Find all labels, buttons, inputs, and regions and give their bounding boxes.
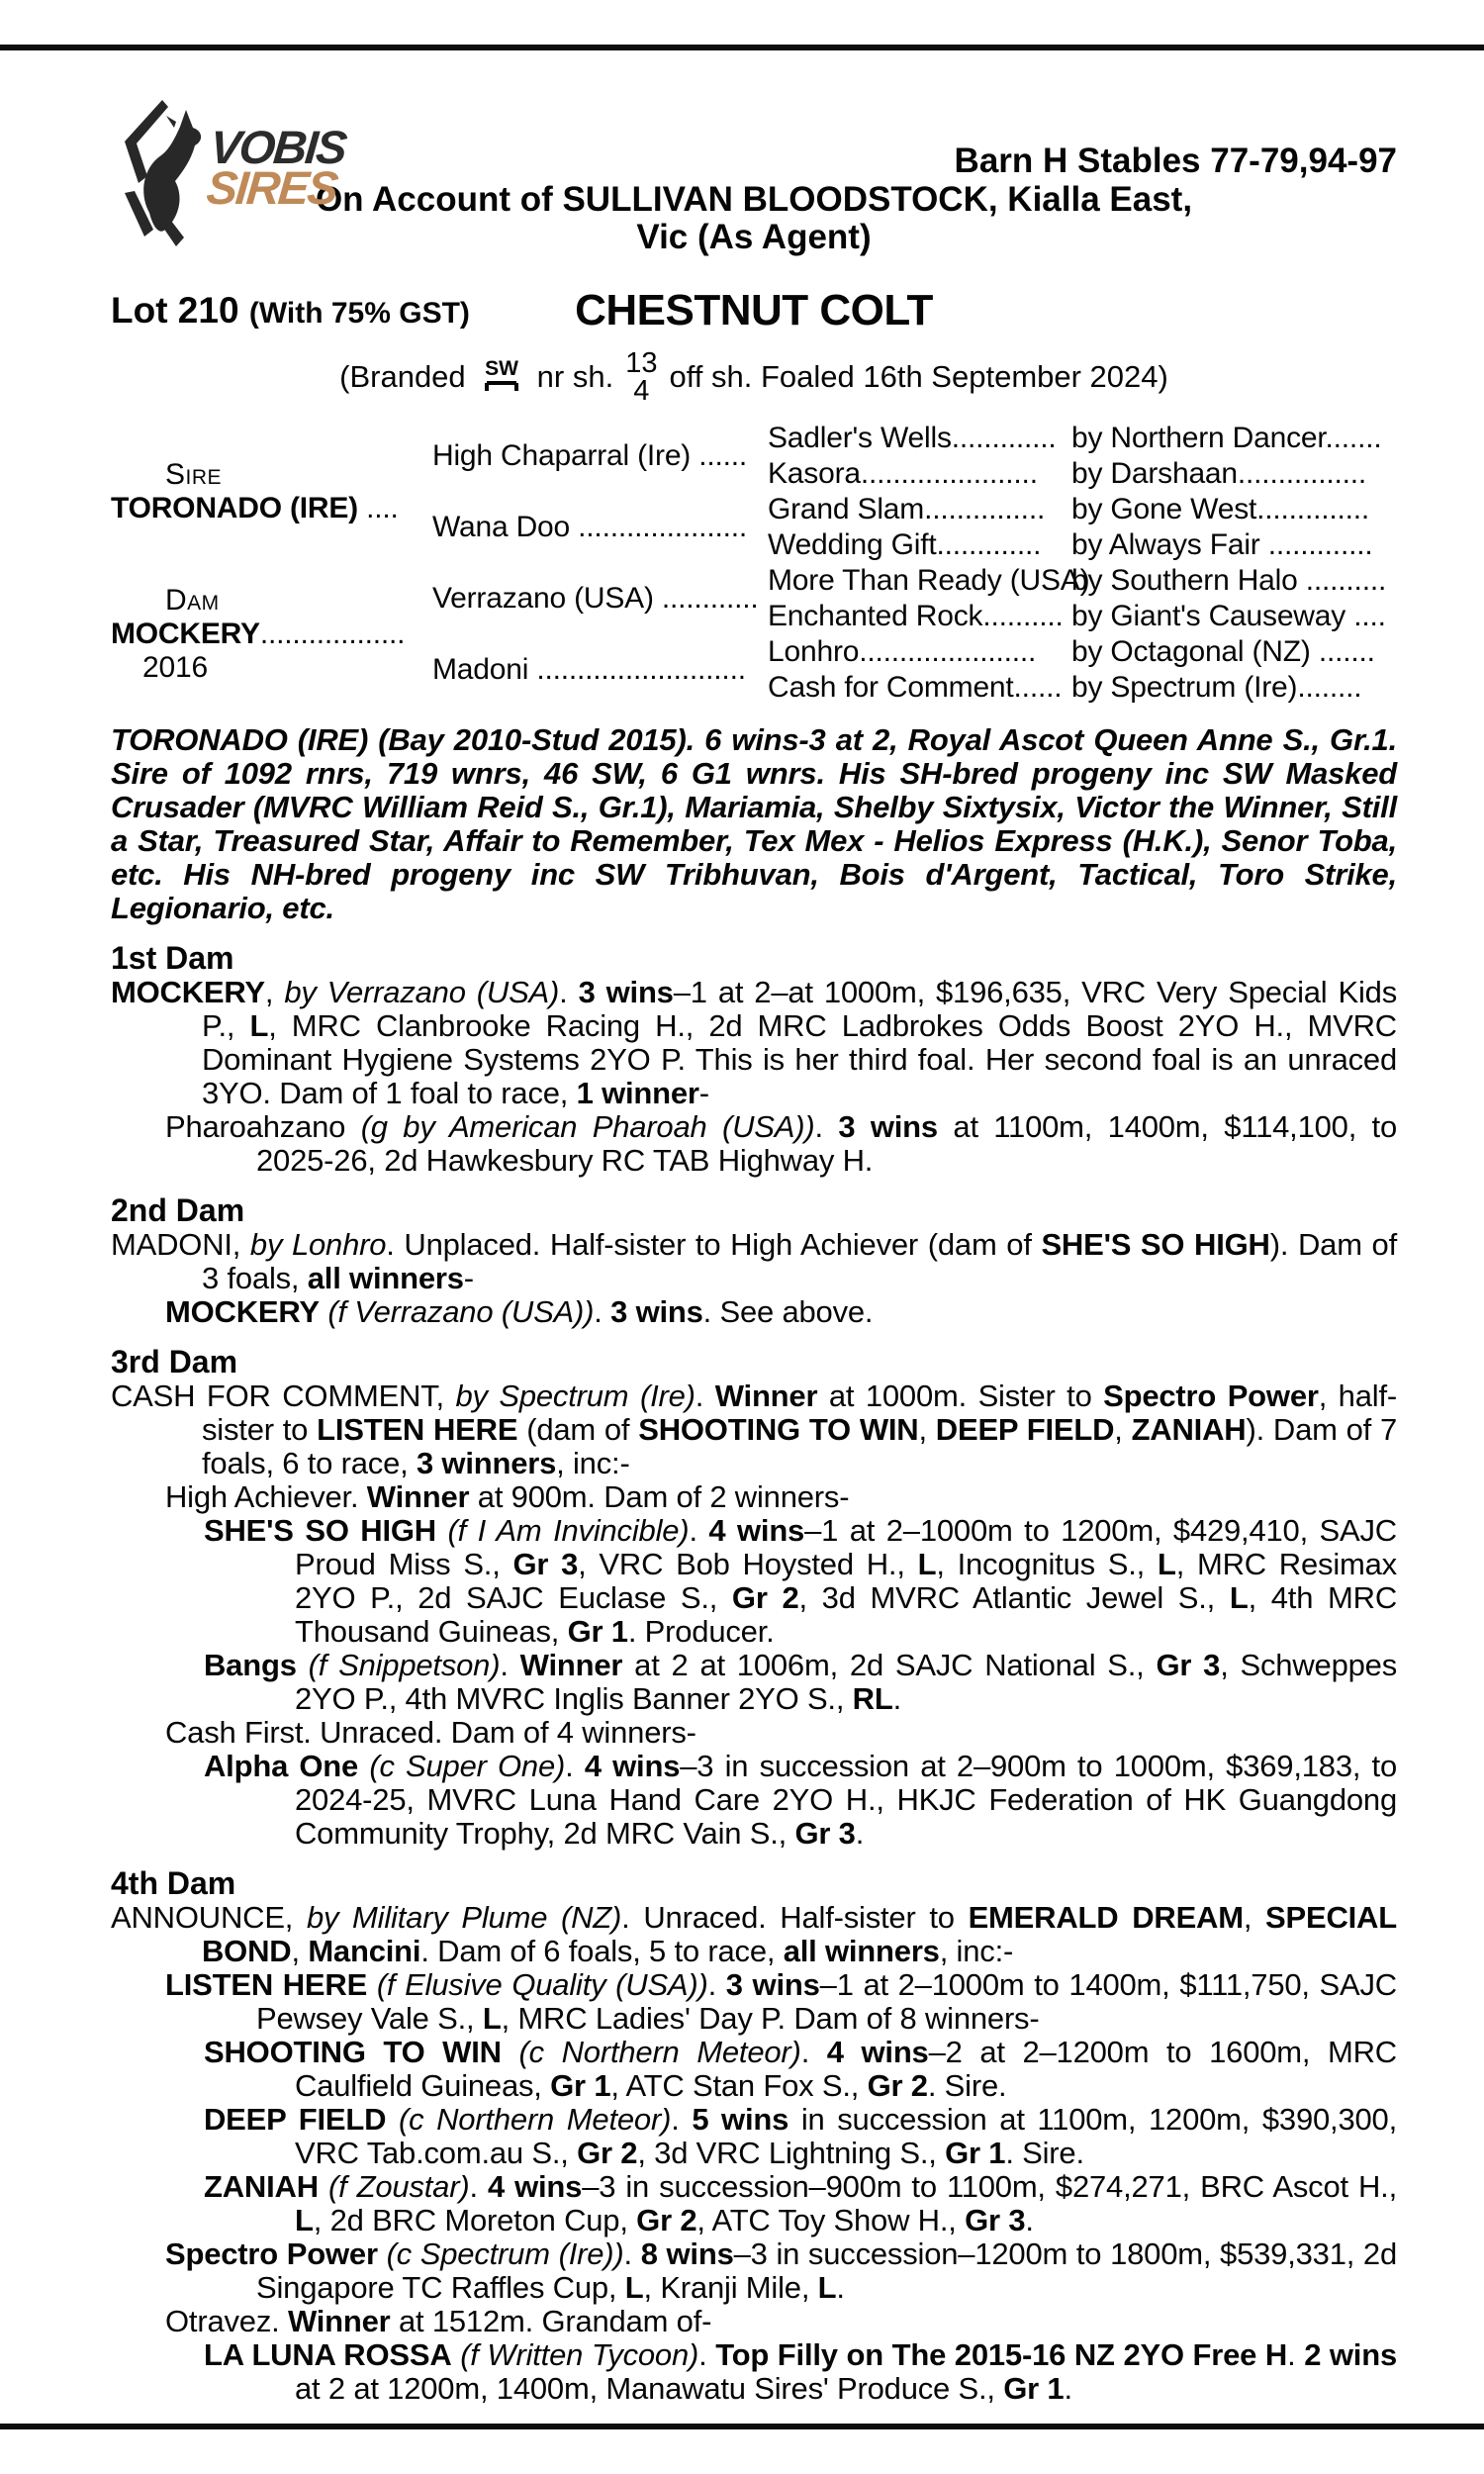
- pedigree-text-entry: [165, 1295, 1397, 1329]
- text-segment: 8 wins: [640, 2236, 734, 2271]
- pedigree-text-entry: [111, 1228, 1397, 1295]
- text-segment: , inc:-: [556, 1446, 630, 1480]
- text-segment: 3 wins: [725, 1967, 820, 2002]
- text-segment: at 1000m. Sister to: [817, 1379, 1104, 1413]
- text-segment: 4 wins: [487, 2169, 583, 2204]
- pedigree-text-entry: [165, 1716, 1397, 1750]
- text-segment: L: [1157, 1547, 1176, 1581]
- text-segment: .: [565, 1749, 585, 1783]
- text-segment: 3 winners: [416, 1446, 557, 1480]
- text-segment: .: [469, 2169, 488, 2204]
- text-segment: ). Dam of 7 foals, 6 to race,: [202, 1412, 1397, 1480]
- logo-wordmark: [204, 98, 349, 214]
- text-segment: [297, 1648, 309, 1682]
- text-segment: L: [249, 1008, 269, 1043]
- pedigree-text-entry: [204, 2338, 1397, 2406]
- text-segment: [452, 2337, 461, 2372]
- text-segment: Gr 1: [1003, 2371, 1065, 2406]
- pedigree-text-entry: [204, 2103, 1397, 2170]
- text-segment: DEEP FIELD: [204, 2102, 387, 2137]
- pedigree-parent: Madoni ..........................: [432, 653, 746, 686]
- pedigree-grandparent-sire: by Giant's Causeway ....: [1071, 600, 1386, 632]
- text-segment: .: [623, 2236, 641, 2271]
- text-segment: at 2 at 1200m, 1400m, Manawatu Sires' Produce S.,: [295, 2371, 1004, 2406]
- text-segment: EMERALD DREAM: [968, 1900, 1244, 1935]
- text-segment: -: [698, 1076, 709, 1110]
- text-segment: SHE'S SO HIGH: [204, 1513, 436, 1548]
- text-segment: 4 wins: [826, 2035, 929, 2069]
- text-segment: , 4th MRC Thousand Guineas,: [295, 1580, 1398, 1649]
- text-segment: -: [463, 1261, 474, 1295]
- text-segment: .: [698, 2337, 716, 2372]
- logo-word-sires: SIRES: [204, 161, 339, 214]
- text-segment: . Producer.: [627, 1614, 775, 1649]
- text-segment: Gr 3: [794, 1816, 856, 1851]
- text-segment: [319, 2169, 328, 2204]
- text-segment: –1 at 2–1000m to 1400m, $111,750, SAJC Pewsey Vale S.,: [256, 1967, 1397, 2036]
- text-segment: MOCKERY: [111, 975, 265, 1009]
- text-segment: . See above.: [702, 1294, 874, 1329]
- text-segment: L: [917, 1547, 937, 1581]
- text-segment: (f Elusive Quality (USA)): [376, 1967, 708, 2002]
- text-segment: .: [671, 2102, 693, 2137]
- near-shoulder-label: nr sh.: [536, 359, 614, 394]
- text-segment: Cash First. Unraced. Dam of 4 winners-: [165, 1715, 696, 1750]
- text-segment: (dam of: [517, 1412, 639, 1447]
- text-segment: Gr 3: [965, 2203, 1026, 2237]
- text-segment: all winners: [783, 1934, 940, 1968]
- text-segment: –1 at 2–at 1000m, $196,635, VRC Very Special Kids P.,: [202, 975, 1398, 1043]
- pedigree-grandparent-sire: by Always Fair .............: [1071, 528, 1373, 561]
- pedigree-parent: High Chaparral (Ire) ......: [432, 439, 748, 472]
- text-segment: , 2d BRC Moreton Cup,: [313, 2203, 637, 2237]
- text-segment: MADONI,: [111, 1227, 250, 1262]
- section-heading: 1st Dam: [111, 940, 234, 976]
- vendor-account-line2: Vic (As Agent): [636, 218, 872, 256]
- pedigree-parent: Verrazano (USA) ............: [432, 582, 759, 615]
- text-segment: [386, 2102, 399, 2137]
- text-segment: Winner: [519, 1648, 623, 1682]
- text-segment: ,: [918, 1412, 936, 1447]
- text-segment: Spectro Power: [1103, 1379, 1319, 1413]
- text-segment: 3 wins: [578, 975, 674, 1009]
- text-segment: by Spectrum (Ire): [455, 1379, 696, 1413]
- text-segment: , inc:-: [939, 1934, 1014, 1968]
- barn-info: Barn H Stables 77-79,94-97: [954, 142, 1397, 180]
- text-segment: LA LUNA ROSSA: [204, 2337, 452, 2372]
- text-segment: , MRC Ladies' Day P. Dam of 8 winners-: [501, 2001, 1040, 2036]
- pedigree-text-entry: [111, 1901, 1397, 1968]
- lot-title-row: [111, 286, 1397, 339]
- pedigree-grandparent-sire: by Octagonal (NZ) .......: [1071, 635, 1375, 668]
- text-segment: ZANIAH: [204, 2169, 319, 2204]
- text-segment: SHE'S SO HIGH: [1041, 1227, 1270, 1262]
- text-segment: at 2 at 1006m, 2d SAJC National S.,: [622, 1648, 1157, 1682]
- text-segment: .: [855, 1816, 865, 1851]
- text-segment: SPECIAL BOND: [202, 1900, 1397, 1968]
- text-segment: , half-sister to: [202, 1379, 1397, 1447]
- text-segment: ). Dam of 3 foals,: [202, 1227, 1397, 1295]
- horse-description-title: CHESTNUT COLT: [575, 286, 933, 334]
- lot-label: Lot 210: [111, 290, 239, 331]
- horse-name: MOCKERY: [111, 618, 260, 650]
- bottom-rule: [0, 2424, 1484, 2429]
- pedigree-table: [111, 421, 1397, 706]
- text-segment: MOCKERY: [165, 1294, 320, 1329]
- text-segment: ,: [264, 975, 285, 1009]
- text-segment: –3 in succession at 2–900m to 1000m, $369,183, to 2024-25, MVRC Luna Hand Care 2YO H., HKJC Federation of HK Guangdong Community Trophy, 2d MRC Vain S.,: [295, 1749, 1398, 1851]
- text-segment: ,: [1243, 1900, 1266, 1935]
- text-segment: .: [707, 1967, 726, 2002]
- text-segment: .: [1064, 2371, 1072, 2406]
- pedigree-grandparent: Cash for Comment......: [768, 671, 1063, 704]
- text-segment: –1 at 2–1000m to 1200m, $429,410, SAJC Proud Miss S.,: [295, 1513, 1397, 1581]
- text-segment: , VRC Bob Hoysted H.,: [578, 1547, 918, 1581]
- text-segment: Pharoahzano: [165, 1109, 361, 1144]
- pedigree-text-entry: [165, 1480, 1397, 1514]
- text-segment: (f I Am Invincible): [447, 1513, 690, 1548]
- text-segment: L: [1229, 1580, 1249, 1615]
- pedigree-text-entry: [165, 1968, 1397, 2036]
- text-segment: . Sire.: [927, 2068, 1007, 2103]
- text-segment: at 900m. Dam of 2 winners-: [469, 1479, 850, 1514]
- text-segment: in succession at 1100m, 1200m, $390,300, VRC Tab.com.au S.,: [295, 2102, 1397, 2170]
- text-segment: 2 wins: [1304, 2337, 1398, 2372]
- pedigree-grandparent: Wedding Gift.............: [768, 528, 1042, 561]
- pedigree-role-label: Dam: [165, 584, 220, 617]
- logo-word-vobis: VOBIS: [208, 121, 348, 173]
- text-segment: , 3d MVRC Atlantic Jewel S.,: [798, 1580, 1230, 1615]
- fraction-bottom: 4: [633, 375, 650, 407]
- pedigree-parent: Wana Doo .....................: [432, 511, 747, 543]
- text-segment: 4 wins: [708, 1513, 805, 1548]
- text-segment: Gr 2: [731, 1580, 799, 1615]
- text-segment: L: [482, 2001, 502, 2036]
- text-segment: Mancini: [308, 1934, 421, 1968]
- text-segment: Gr 2: [867, 2068, 928, 2103]
- pedigree-year: 2016: [142, 651, 208, 684]
- text-segment: Alpha One: [204, 1749, 359, 1783]
- pedigree-grandparent-sire: by Northern Dancer.......: [1071, 422, 1382, 454]
- pedigree-text-entry: [111, 1380, 1397, 1480]
- text-segment: , ATC Toy Show H.,: [696, 2203, 966, 2237]
- page-content: [111, 50, 1397, 2406]
- pedigree-dam-name: [111, 618, 432, 651]
- text-segment: , Incognitus S.,: [936, 1547, 1158, 1581]
- text-segment: by Military Plume (NZ): [306, 1900, 622, 1935]
- text-segment: Winner: [287, 2304, 391, 2338]
- text-segment: .: [836, 2270, 845, 2305]
- pedigree-grandparent-sire: by Darshaan................: [1071, 457, 1367, 490]
- text-segment: 4 wins: [584, 1749, 681, 1783]
- text-segment: Gr 1: [550, 2068, 611, 2103]
- text-segment: at 1512m. Grandam of-: [390, 2304, 712, 2338]
- text-segment: CASH FOR COMMENT,: [111, 1379, 456, 1413]
- pedigree-text-entry: [165, 2305, 1397, 2338]
- text-segment: Spectro Power: [165, 2236, 378, 2271]
- section-heading: 2nd Dam: [111, 1192, 245, 1228]
- text-segment: Top Filly on The 2015-16 NZ 2YO Free H: [715, 2337, 1288, 2372]
- dot-leader: ..................: [259, 618, 406, 650]
- branded-prefix: (Branded: [339, 359, 466, 394]
- pedigree-grandparent-sire: by Spectrum (Ire)........: [1071, 671, 1362, 704]
- text-segment: –3 in succession–900m to 1100m, $274,271, BRC Ascot H.,: [582, 2169, 1397, 2204]
- horse-jockey-icon: [117, 98, 208, 248]
- text-segment: [436, 1513, 448, 1548]
- text-segment: , MRC Resimax 2YO P., 2d SAJC Euclase S.,: [295, 1547, 1397, 1615]
- text-segment: ,: [291, 1934, 309, 1968]
- text-segment: [378, 2236, 387, 2271]
- text-segment: .: [800, 2035, 827, 2069]
- brand-mark-icon: [478, 356, 525, 398]
- text-segment: .: [559, 975, 579, 1009]
- section-heading: 4th Dam: [111, 1865, 236, 1901]
- horse-name: TORONADO (IRE): [111, 492, 358, 524]
- text-segment: , Schweppes 2YO P., 4th MVRC Inglis Banner 2YO S.,: [295, 1648, 1398, 1716]
- text-segment: RL: [852, 1681, 893, 1716]
- sire-performance-note: TORONADO (IRE) (Bay 2010-Stud 2015). 6 wins-3 at 2, Royal Ascot Queen Anne S., Gr.1. Sire of 1092 rnrs, 719 wnrs, 46 SW, 6 G1 wnrs. His SH-bred progeny inc SW Masked Crusader (MVRC William Reid S., Gr.1), Mariamia, Shelby Sixtysix, Victor the Winner, Still a Star, Treasured Star, Affair to Remember, Tex Mex - Helios Express (H.K.), Senor Toba, etc. His NH-bred progeny inc SW Tribhuvan, Bois d'Argent, Tactical, Toro Strike, Legionario, etc.: [111, 722, 1397, 925]
- text-segment: (c Northern Meteor): [398, 2102, 672, 2137]
- text-segment: (c Spectrum (Ire)): [386, 2236, 624, 2271]
- text-segment: at 1100m, 1400m, $114,100, to 2025-26, 2d Hawkesbury RC TAB Highway H.: [256, 1109, 1398, 1178]
- text-segment: (f Snippetson): [308, 1648, 501, 1682]
- section-heading: 3rd Dam: [111, 1344, 238, 1380]
- pedigree-grandparent: Grand Slam...............: [768, 493, 1046, 525]
- text-segment: .: [1287, 2337, 1305, 2372]
- text-segment: –2 at 2–1200m to 1600m, MRC Caulfield Guineas,: [295, 2035, 1397, 2103]
- page-header: [111, 50, 1397, 256]
- text-segment: (c Northern Meteor): [518, 2035, 801, 2069]
- pedigree-grandparent: Kasora......................: [768, 457, 1038, 490]
- text-segment: SHOOTING TO WIN: [638, 1412, 919, 1447]
- lot-number: [111, 290, 470, 332]
- text-segment: .: [1025, 2203, 1034, 2237]
- text-segment: . Dam of 6 foals, 5 to race,: [420, 1934, 784, 1968]
- text-segment: ,: [1114, 1412, 1132, 1447]
- pedigree-text-entry: [165, 2237, 1397, 2305]
- text-segment: .: [689, 1513, 709, 1548]
- text-segment: .: [695, 1379, 715, 1413]
- pedigree-grandparent: Sadler's Wells.............: [768, 422, 1057, 454]
- text-segment: , Kranji Mile,: [643, 2270, 818, 2305]
- text-segment: ANNOUNCE,: [111, 1900, 307, 1935]
- pedigree-grandparent-sire: by Southern Halo ..........: [1071, 564, 1387, 597]
- text-segment: 1 winner: [576, 1076, 699, 1110]
- text-segment: 3 wins: [838, 1109, 938, 1144]
- text-segment: . Sire.: [1005, 2136, 1084, 2170]
- pedigree-grandparent: Enchanted Rock..........: [768, 600, 1064, 632]
- text-segment: , ATC Stan Fox S.,: [610, 2068, 868, 2103]
- text-segment: (f Verrazano (USA)): [327, 1294, 595, 1329]
- pedigree-role-label: Sire: [165, 458, 223, 491]
- text-segment: (f Zoustar): [328, 2169, 470, 2204]
- text-segment: Otravez.: [165, 2304, 288, 2338]
- text-segment: [502, 2035, 519, 2069]
- text-segment: all winners: [307, 1261, 464, 1295]
- pedigree-grandparent: Lonhro......................: [768, 635, 1037, 668]
- text-segment: (g by American Pharoah (USA)): [360, 1109, 815, 1144]
- pedigree-text-entry: [204, 1514, 1397, 1649]
- text-segment: Winner: [714, 1379, 818, 1413]
- pedigree-dam-cell: [111, 563, 432, 706]
- text-segment: . Unplaced. Half-sister to High Achiever (dam of: [386, 1227, 1042, 1262]
- text-segment: Gr 1: [945, 2136, 1006, 2170]
- pedigree-text-entry: [111, 976, 1397, 1110]
- text-segment: . Unraced. Half-sister to: [621, 1900, 969, 1935]
- text-segment: Gr 3: [512, 1547, 579, 1581]
- text-segment: L: [624, 2270, 644, 2305]
- text-segment: 5 wins: [692, 2102, 789, 2137]
- text-segment: .: [594, 1294, 611, 1329]
- pedigree-sire-cell: [111, 421, 432, 563]
- pedigree-text-entry: [165, 1110, 1397, 1178]
- text-segment: SHOOTING TO WIN: [204, 2035, 502, 2069]
- vobis-sires-logo: [117, 98, 348, 248]
- vendor-account-line1: On Account of SULLIVAN BLOODSTOCK, Kialla East,: [315, 180, 1193, 219]
- brand-number-fraction: [625, 349, 657, 405]
- pedigree-grandparent-sire: by Gone West..............: [1071, 493, 1370, 525]
- text-segment: .: [892, 1681, 902, 1716]
- text-segment: ZANIAH: [1131, 1412, 1247, 1447]
- text-segment: 3 wins: [610, 1294, 703, 1329]
- text-segment: by Lonhro: [249, 1227, 387, 1262]
- text-segment: Gr 2: [636, 2203, 697, 2237]
- foaled-info: off sh. Foaled 16th September 2024): [669, 359, 1168, 394]
- pedigree-sire-name: [111, 492, 432, 525]
- text-segment: LISTEN HERE: [317, 1412, 518, 1447]
- text-segment: Winner: [366, 1479, 470, 1514]
- text-segment: , MRC Clanbrooke Racing H., 2d MRC Ladbrokes Odds Boost 2YO H., MVRC Dominant Hygiene Systems 2YO P. This is her third foal. Her second foal is an unraced 3YO. Dam of 1 foal to race,: [202, 1008, 1397, 1110]
- text-segment: LISTEN HERE: [165, 1967, 368, 2002]
- text-segment: (c Super One): [369, 1749, 566, 1783]
- fraction-top: 13: [625, 347, 658, 379]
- text-segment: (f Written Tycoon): [460, 2337, 699, 2372]
- text-segment: .: [814, 1109, 839, 1144]
- text-segment: Gr 3: [1156, 1648, 1221, 1682]
- text-segment: –3 in succession–1200m to 1800m, $539,331, 2d Singapore TC Raffles Cup,: [256, 2236, 1397, 2305]
- text-segment: L: [817, 2270, 837, 2305]
- text-segment: DEEP FIELD: [935, 1412, 1115, 1447]
- text-segment: Gr 1: [567, 1614, 628, 1649]
- pedigree-text-entry: [204, 2036, 1397, 2103]
- text-segment: L: [295, 2203, 314, 2237]
- text-segment: .: [500, 1648, 520, 1682]
- dot-leader: ....: [357, 492, 399, 524]
- branding-line: [111, 343, 1397, 411]
- text-segment: High Achiever.: [165, 1479, 367, 1514]
- lot-gst-note: (With 75% GST): [248, 297, 470, 330]
- text-segment: , 3d VRC Lightning S.,: [637, 2136, 946, 2170]
- text-segment: Bangs: [204, 1648, 297, 1682]
- dam-sections: [111, 940, 1397, 2406]
- text-segment: Gr 2: [577, 2136, 638, 2170]
- text-segment: [358, 1749, 369, 1783]
- pedigree-grandparent: More Than Ready (USA): [768, 564, 1090, 597]
- pedigree-text-entry: [204, 1649, 1397, 1716]
- text-segment: [367, 1967, 377, 2002]
- svg-text:SW: SW: [484, 357, 518, 380]
- pedigree-text-entry: [204, 2170, 1397, 2237]
- pedigree-text-entry: [204, 1750, 1397, 1851]
- text-segment: by Verrazano (USA): [284, 975, 560, 1009]
